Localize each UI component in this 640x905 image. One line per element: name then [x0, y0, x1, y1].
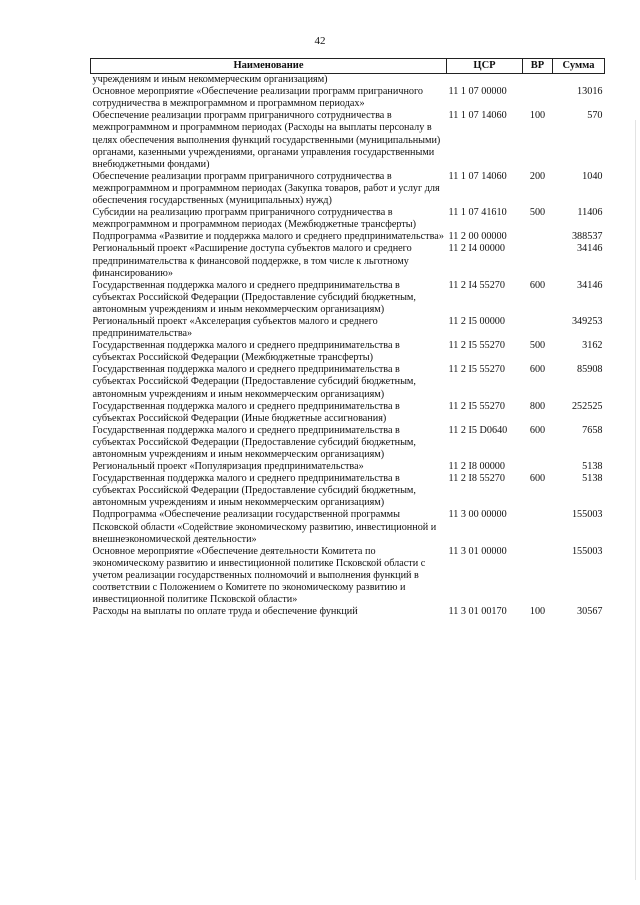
- row-vr: 500: [529, 340, 546, 352]
- row-csr: 11 2 I5 55270: [448, 364, 505, 376]
- row-name: Государственная поддержка малого и среднего предпринимательства в субъектах Российской Федерации (Предоставление субсидий бюджетным, автономным учреждениям и иным некоммерческим организациям): [92, 473, 416, 509]
- table-row: [91, 425, 605, 461]
- row-name: учреждениям и иным некоммерческим организациям): [92, 74, 328, 86]
- table-row: [91, 364, 605, 400]
- row-vr: [523, 509, 553, 545]
- row-csr: 11 2 I5 00000: [448, 315, 505, 327]
- row-name: Обеспечение реализации программ приграничного сотрудничества в межпрограммном и программном периодах (Закупка товаров, работ и услуг для обеспечения государственных (муниципальных) нужд): [92, 170, 440, 207]
- table-row: [91, 243, 605, 279]
- row-csr: 11 2 I5 55270: [448, 340, 505, 352]
- table-body: [91, 74, 605, 619]
- row-name: Государственная поддержка малого и среднего предпринимательства в субъектах Российской Федерации (Предоставление субсидий бюджетным, автономным учреждениям и иным некоммерческим организациям): [92, 424, 416, 460]
- row-csr: 11 2 00 00000: [448, 231, 507, 243]
- row-vr: [523, 461, 553, 473]
- header-csr: ЦСР: [447, 59, 523, 74]
- row-name: Государственная поддержка малого и среднего предпринимательства в субъектах Российской Федерации (Межбюджетные трансферты): [92, 340, 400, 364]
- table-row: [91, 606, 605, 618]
- row-vr: 600: [529, 364, 546, 376]
- row-csr: 11 1 07 14060: [448, 170, 507, 182]
- row-vr: 600: [529, 279, 546, 291]
- row-sum: 1040: [582, 170, 603, 182]
- row-vr: 800: [529, 400, 546, 412]
- header-vr: ВР: [523, 59, 553, 74]
- row-csr: 11 3 01 00000: [448, 545, 507, 557]
- row-name: Региональный проект «Популяризация предпринимательства»: [92, 461, 364, 473]
- row-sum: 155003: [571, 545, 603, 557]
- row-name: Государственная поддержка малого и среднего предпринимательства в субъектах Российской Федерации (Предоставление субсидий бюджетным, автономным учреждениям и иным некоммерческим организациям): [92, 364, 416, 400]
- row-csr: 11 1 07 41610: [448, 207, 507, 219]
- row-sum: 34146: [577, 279, 603, 291]
- table-row: [91, 473, 605, 509]
- row-vr: 100: [529, 110, 546, 122]
- row-sum: 155003: [571, 509, 603, 521]
- row-sum: 3162: [582, 340, 603, 352]
- row-name: Обеспечение реализации программ приграничного сотрудничества в межпрограммном и программном периодах (Расходы на выплаты персоналу в целях обеспечения выполнения функций государственными (муниципальными) органами, казенными учреждениями, органами управления государственными внебюджетными фондами): [92, 110, 441, 170]
- row-sum: 570: [587, 110, 603, 122]
- budget-table: [90, 58, 605, 618]
- row-vr: [523, 74, 553, 87]
- row-sum: 34146: [577, 243, 603, 255]
- row-vr: [523, 546, 553, 606]
- row-name: Подпрограмма «Развитие и поддержка малого и среднего предпринимательства»: [92, 231, 444, 243]
- row-csr: 11 2 I8 55270: [448, 473, 505, 485]
- row-sum: 388537: [571, 231, 603, 243]
- row-csr: 11 3 00 00000: [448, 509, 507, 521]
- row-vr: [523, 243, 553, 279]
- table-row: [91, 280, 605, 316]
- row-name: Региональный проект «Расширение доступа субъектов малого и среднего предпринимательства к финансовой поддержке, в том числе к льготному финансированию»: [92, 243, 412, 279]
- row-name: Государственная поддержка малого и среднего предпринимательства в субъектах Российской Федерации (Предоставление субсидий бюджетным, автономным учреждениям и иным некоммерческим организациям): [92, 279, 416, 315]
- row-csr: [447, 74, 523, 87]
- row-csr: 11 2 I5 55270: [448, 400, 505, 412]
- row-sum: 5138: [582, 473, 603, 485]
- row-sum: 349253: [571, 315, 603, 327]
- table-row: [91, 509, 605, 545]
- row-csr: 11 1 07 14060: [448, 110, 507, 122]
- row-vr: 600: [529, 424, 546, 436]
- table-row: [91, 171, 605, 207]
- row-name: Государственная поддержка малого и среднего предпринимательства в субъектах Российской Федерации (Иные бюджетные ассигнования): [92, 400, 400, 424]
- row-name: Расходы на выплаты по оплате труда и обеспечение функций: [92, 606, 358, 618]
- table-header-row: [91, 59, 605, 74]
- row-vr: [523, 86, 553, 110]
- row-sum: 11406: [577, 207, 603, 219]
- table-row: [91, 86, 605, 110]
- scan-edge-mark: [635, 120, 636, 880]
- table-row: [91, 231, 605, 243]
- table-row: [91, 340, 605, 364]
- header-sum: Сумма: [553, 59, 605, 74]
- row-csr: 11 3 01 00170: [448, 606, 507, 618]
- table-row: [91, 207, 605, 231]
- row-sum: 252525: [571, 400, 603, 412]
- row-name: Основное мероприятие «Обеспечение реализации программ приграничного сотрудничества в межпрограммном и программном периодах»: [92, 86, 424, 110]
- header-name: Наименование: [91, 59, 447, 74]
- row-sum: 30567: [577, 606, 603, 618]
- row-csr: 11 2 I4 00000: [448, 243, 505, 255]
- row-sum: 13016: [577, 86, 603, 98]
- row-sum: 85908: [577, 364, 603, 376]
- row-name: Основное мероприятие «Обеспечение деятельности Комитета по экономическому развитию и инвестиционной политике Псковской области с учетом реализации государственных полномочий и выполнения функций в соответствии с Положением о Комитете по экономическому развитию и инвестиционной политике Псковской области»: [92, 545, 426, 606]
- row-csr: 11 2 I4 55270: [448, 279, 505, 291]
- row-csr: 11 2 I8 00000: [448, 461, 505, 473]
- row-vr: 500: [529, 207, 546, 219]
- table-row: [91, 546, 605, 606]
- table-row: [91, 110, 605, 170]
- table-row: [91, 316, 605, 340]
- row-csr: 11 1 07 00000: [448, 86, 507, 98]
- row-vr: [523, 316, 553, 340]
- row-csr: 11 2 I5 D0640: [448, 424, 508, 436]
- row-vr: 200: [529, 170, 546, 182]
- table-row: [91, 461, 605, 473]
- row-name: Региональный проект «Акселерация субъектов малого и среднего предпринимательства»: [92, 315, 378, 340]
- table-row: [91, 74, 605, 87]
- page-number: 42: [314, 35, 326, 47]
- table-row: [91, 401, 605, 425]
- row-sum: [553, 74, 605, 87]
- row-sum: 5138: [582, 461, 603, 473]
- row-sum: 7658: [582, 424, 603, 436]
- row-name: Подпрограмма «Обеспечение реализации государственной программы Псковской области «Содействие экономическому развитию, инвестиционной и внешнеэкономической деятельности»: [92, 509, 437, 545]
- row-vr: [523, 231, 553, 243]
- row-vr: 600: [529, 473, 546, 485]
- row-vr: 100: [529, 606, 546, 618]
- row-name: Субсидии на реализацию программ приграничного сотрудничества в межпрограммном и программном периодах (Межбюджетные трансферты): [92, 207, 417, 231]
